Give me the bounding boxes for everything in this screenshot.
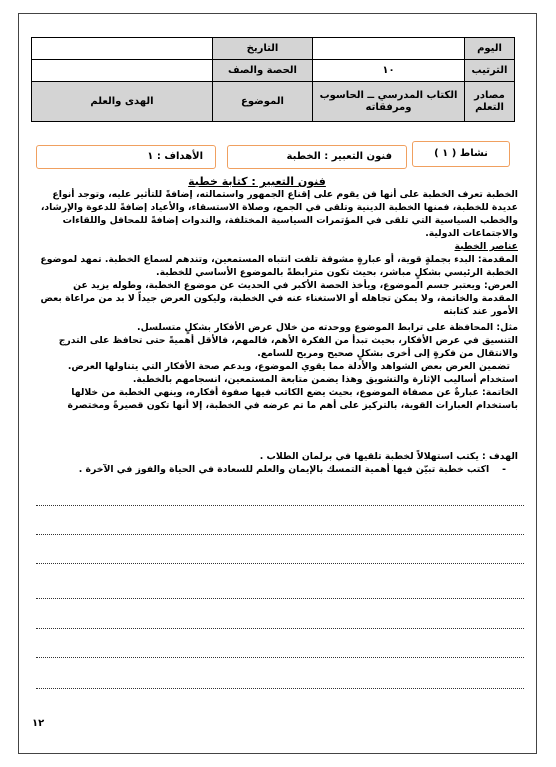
class-value [32, 60, 213, 82]
goal-line: الهدف : يكتب استهلالاً لخطبة تلقيها في برلمان الطلاب . [259, 451, 518, 462]
order-label: الترتيب [465, 60, 515, 82]
intro-paragraph: الخطبة تعرف الخطبة على أنها فن يقوم على إقناع الجمهور واستمالته، إضافةً للتأثير عليه، وتوجد أنواع عديدة للخطبة، فمنها الخطبة الدينية وتلقى في الجمع، وصلاة الاستسقاء، والأعياد إضافةً للدعوة والإرشاد، والخطب السياسية التي تلقى في المؤتمرات السياسية المختلفة، والندوات إضافةً للمحافل واللقاءات والاجتماعات الدولية. [40, 189, 518, 239]
day-value [313, 38, 465, 60]
answer-line[interactable] [36, 657, 524, 658]
activity-number-box [412, 141, 510, 167]
day-label: اليوم [465, 38, 515, 60]
answer-line[interactable] [36, 534, 524, 535]
sources-value: الكتاب المدرسي ــ الحاسوب ومرفقاته [313, 82, 465, 122]
activity-goals-box [36, 145, 216, 169]
conclusion-paragraph: الخاتمة: عبارةٌ عن مصفاة الموضوع، بحيث يضع الكاتب فيها صفوة أفكاره، وينهي الخطبة من خلالها باستخدام العبارات القوية، بالتركيز على أهم ما تم عرضه في الخطبة، إلا أنها تكون قصيرةً ومختصرة [67, 387, 518, 411]
activity-goals: الأهداف : ١ [147, 151, 203, 162]
lesson-content [36, 175, 518, 412]
body-part-paragraph: العرض: ويعتبر جسم الموضوع، ويأخذ الحصة الأكبر في الحديث عن موضوع الخطبة، وطوله يزيد عن المقدمة والخاتمة، ولا يمكن تجاهله أو الاستغناء عنه في الخطبة، وليكون العرض جيداً لا بد من مراعاة بعض الأمور عند كتابته [40, 280, 518, 317]
class-label: الحصة والصف [213, 60, 313, 82]
intro-part-paragraph: المقدمة: البدء بجملةٍ قوية، أو عبارةٍ مشوقة تلفت انتباه المستمعين، وتندهم لسماع الخطبة. تمهد لموضوع الخطبة الرئيسي بشكلٍ مباشر، بحيث تكون مترابطةً بالموضوع الأساسي للخطبة. [40, 254, 518, 278]
coordination-paragraph: التنسيق في عرض الأفكار، بحيث تبدأ من الفكرة الأهم، فالمهم، فالأقل أهميةً حتى تحافظ على التدرج والانتقال من فكرةٍ إلى أخرى بشكلٍ صحيح ومريح للسامع. [58, 335, 518, 359]
task-text: اكتب خطبة تبيّن فيها أهمية التمسك بالإيمان والعلم للسعادة في الحياة والفوز في الآخرة . [78, 464, 490, 475]
topic-value: الهدى والعلم [32, 82, 213, 122]
evidence-paragraph: تضمين العرض بعض الشواهد والأدلة مما يقوي الموضوع، ويدعم صحة الأفكار التي يتناولها العرض. [67, 361, 510, 372]
activity-skill: فنون التعبير : الخطبة [286, 151, 392, 162]
answer-line[interactable] [36, 628, 524, 629]
order-value: ١٠ [313, 60, 465, 82]
activity-skill-box [227, 145, 407, 169]
date-value [32, 38, 213, 60]
activity-number: نشاط ( ١ ) [434, 148, 488, 159]
section-title: فنون التعبير : كتابة خطبة [188, 175, 326, 188]
answer-line[interactable] [36, 505, 524, 506]
task-line [36, 463, 518, 476]
styles-paragraph: استخدام أساليب الإثارة والتشويق وهذا يضمن متابعة المستمعين، انسجامهم بالخطبة. [132, 374, 518, 385]
answer-line[interactable] [36, 563, 524, 564]
sources-label: مصادر التعلم [465, 82, 515, 122]
task-bullet: - [502, 464, 506, 475]
example-paragraph: مثل: المحافظة على ترابط الموضوع ووحدته من خلال عرض الأفكار بشكلٍ متسلسل. [137, 322, 518, 333]
elements-heading: عناصر الخطبة [454, 241, 518, 252]
date-label: التاريخ [213, 38, 313, 60]
lesson-header-table [31, 37, 515, 122]
answer-line[interactable] [36, 688, 524, 689]
answer-line[interactable] [36, 598, 524, 599]
task-section [36, 450, 518, 476]
topic-label: الموضوع [213, 82, 313, 122]
page-number: ١٢ [32, 718, 45, 729]
